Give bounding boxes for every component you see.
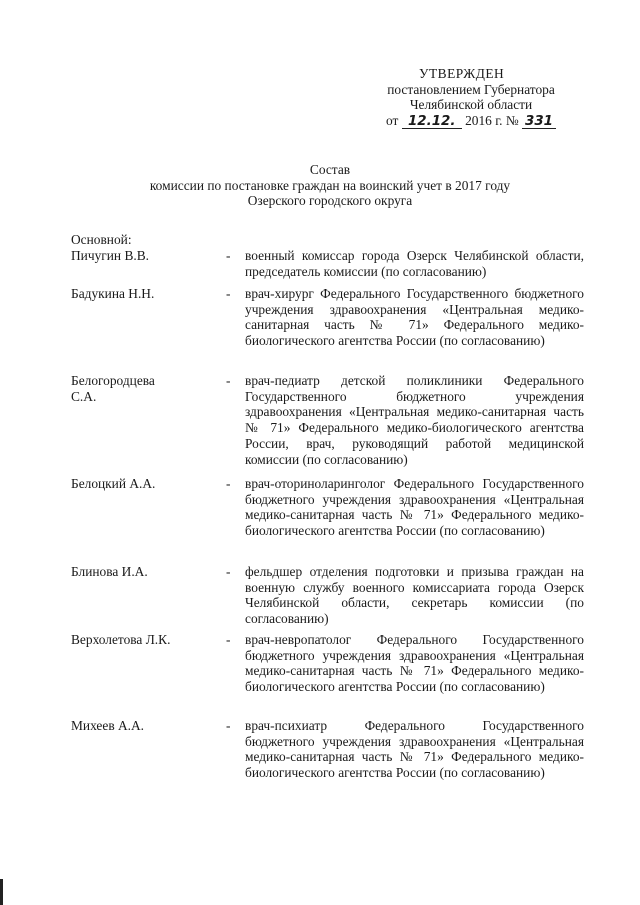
member-description: врач-оториноларинголог Федерального Государственного бюджетного учреждения здравоохранения «Центральная медико-санитарная часть № 71» Федерального медико-биологического агентства России (по согласованию) bbox=[245, 476, 584, 539]
member-description: врач-психиатр Федерального Государственного бюджетного учреждения здравоохранения «Центральная медико-санитарная часть № 71» Федерального медико-биологического агентства России (по согласованию) bbox=[245, 718, 584, 781]
heading-line-3: Озерского городского округа bbox=[247, 193, 413, 209]
member-description: врач-невропатолог Федерального Государственного бюджетного учреждения здравоохранения «Центральная медико-санитарная часть № 71» Федерального медико-биологического агентства России (по согласованию) bbox=[245, 632, 584, 695]
date-suffix: 2016 г. № bbox=[465, 113, 519, 129]
dash: - bbox=[226, 632, 231, 647]
member-name: Бадукина Н.Н. bbox=[71, 286, 155, 301]
approval-title: УТВЕРЖДЕН bbox=[419, 66, 505, 81]
scan-edge-mark bbox=[0, 879, 3, 905]
number-value: 331 bbox=[522, 115, 556, 129]
member-name: Михеев А.А. bbox=[71, 718, 145, 733]
dash: - bbox=[226, 286, 231, 301]
dash: - bbox=[226, 373, 231, 388]
heading-line-2: комиссии по постановке граждан на воинский учет в 2017 году bbox=[149, 177, 511, 193]
date-value: 12.12. bbox=[402, 115, 462, 129]
member-name: Пичугин В.В. bbox=[71, 248, 149, 263]
approval-date-line bbox=[371, 113, 571, 129]
member-name: Белогородцева С.А. bbox=[71, 373, 155, 404]
date-prefix: от bbox=[385, 113, 399, 129]
dash: - bbox=[226, 564, 231, 579]
member-description: врач-хирург Федерального Государственного бюджетного учреждения здравоохранения «Центральная медико-санитарная часть № 71» Федерального медико-биологического агентства России (по согласованию) bbox=[245, 286, 584, 349]
dash: - bbox=[226, 718, 231, 733]
dash: - bbox=[226, 476, 231, 491]
member-description: фельдшер отделения подготовки и призыва граждан на военную службу военного комиссариата города Озерск Челябинской области, секретарь комиссии (по согласованию) bbox=[245, 564, 584, 627]
member-description: врач-педиатр детской поликлиники Федерального Государственного бюджетного учреждения здравоохранения «Центральная медико-санитарная часть № 71» Федерального медико-биологического агентства России, врач, руководящий работой медицинской комиссии (по согласованию) bbox=[245, 373, 584, 467]
member-name: Верхолетова Л.К. bbox=[71, 632, 171, 647]
approval-line-2: Челябинской области bbox=[409, 97, 533, 113]
approval-block bbox=[371, 66, 571, 129]
heading-line-1: Состав bbox=[309, 162, 351, 177]
approval-line-1: постановлением Губернатора bbox=[387, 81, 555, 97]
document-heading bbox=[100, 162, 560, 209]
member-description: военный комиссар города Озерск Челябинской области, председатель комиссии (по согласованию) bbox=[245, 248, 584, 279]
member-name: Блинова И.А. bbox=[71, 564, 148, 579]
section-label: Основной: bbox=[71, 232, 132, 247]
dash: - bbox=[226, 248, 231, 263]
member-name: Белоцкий А.А. bbox=[71, 476, 156, 491]
